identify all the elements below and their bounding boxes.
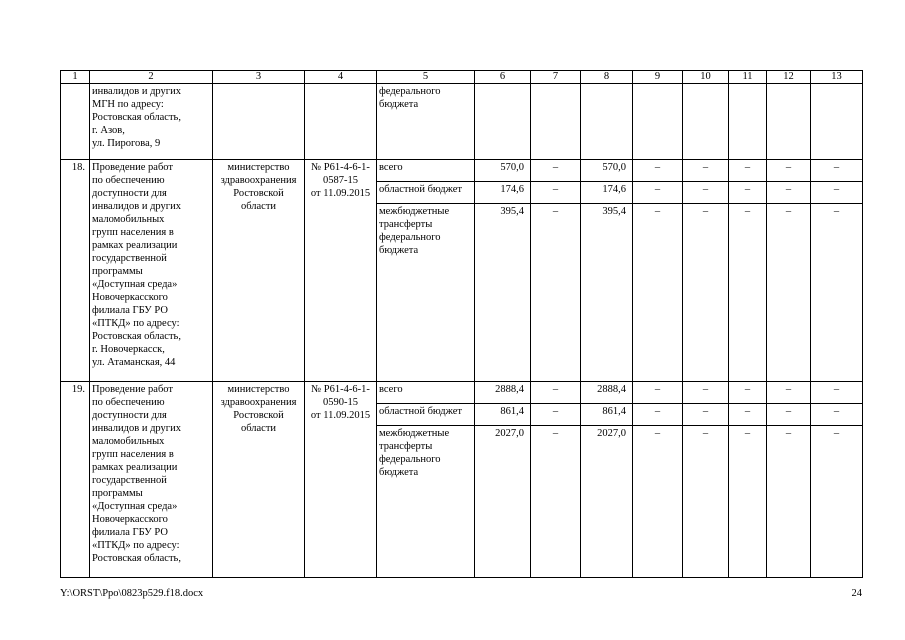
row-number: 18. — [61, 160, 90, 382]
column-header: 2 — [90, 71, 213, 84]
value-cell: – — [531, 382, 581, 404]
value-cell: – — [767, 204, 811, 382]
value-cell: – — [531, 182, 581, 204]
value-cell: – — [633, 426, 683, 578]
contract-cell — [305, 84, 377, 160]
value-cell: – — [811, 182, 863, 204]
value-total: 570,0 — [475, 160, 531, 182]
value-cell: – — [729, 404, 767, 426]
row-number: 19. — [61, 382, 90, 578]
value-cell: – — [633, 160, 683, 182]
column-header: 11 — [729, 71, 767, 84]
funding-source-cell: федерального бюджета — [377, 84, 475, 160]
column-number-row — [61, 71, 863, 84]
value-cell: – — [633, 204, 683, 382]
column-header: 1 — [61, 71, 90, 84]
value-cell: – — [811, 160, 863, 182]
column-header: 8 — [581, 71, 633, 84]
description-cell: инвалидов и других МГН по адресу: Ростовская область, г. Азов, ул. Пирогова, 9 — [90, 84, 213, 160]
value-cell: – — [683, 382, 729, 404]
value-cell: – — [729, 426, 767, 578]
page-number: 24 — [851, 588, 862, 599]
column-header: 6 — [475, 71, 531, 84]
value-cell — [633, 84, 683, 160]
value-cell: 2888,4 — [581, 382, 633, 404]
value-cell: – — [633, 404, 683, 426]
ministry-cell: министерство здравоохранения Ростовской области — [213, 160, 305, 382]
value-cell: – — [683, 404, 729, 426]
value-cell: – — [531, 426, 581, 578]
column-header: 4 — [305, 71, 377, 84]
value-cell: – — [729, 382, 767, 404]
ministry-cell: министерство здравоохранения Ростовской области — [213, 382, 305, 578]
value-cell: – — [729, 182, 767, 204]
continuation-row — [61, 84, 863, 160]
row-number-cell — [61, 84, 90, 160]
description-cell: Проведение работ по обеспечению доступности для инвалидов и других маломобильных групп населения в рамках реализации государственной программы «Доступная среда» Новочеркасского филиала ГБУ РО «ПТКД» по адресу: Ростовская область, г. Новочеркасск, ул. Атаманская, 44 — [90, 160, 213, 382]
value-cell: – — [531, 160, 581, 182]
funding-source: областной бюджет — [377, 182, 475, 204]
value-cell: – — [683, 426, 729, 578]
funding-source: областной бюджет — [377, 404, 475, 426]
value-cell: 395,4 — [475, 204, 531, 382]
funding-source: всего — [377, 160, 475, 182]
column-header: 7 — [531, 71, 581, 84]
value-total: 2888,4 — [475, 382, 531, 404]
column-header: 10 — [683, 71, 729, 84]
value-cell — [531, 84, 581, 160]
value-cell — [475, 84, 531, 160]
value-cell: 2027,0 — [475, 426, 531, 578]
value-cell: – — [683, 204, 729, 382]
value-cell — [767, 84, 811, 160]
value-cell: – — [767, 160, 811, 182]
value-cell: – — [811, 382, 863, 404]
funding-source: межбюджетные трансферты федерального бюджета — [377, 426, 475, 578]
value-cell: – — [729, 160, 767, 182]
column-header: 12 — [767, 71, 811, 84]
value-cell: 174,6 — [475, 182, 531, 204]
value-cell: – — [811, 404, 863, 426]
value-cell: – — [683, 160, 729, 182]
value-cell — [811, 84, 863, 160]
file-path: Y:\ORST\Ppo\0823p529.f18.docx — [60, 588, 204, 599]
description-cell: Проведение работ по обеспечению доступности для инвалидов и других маломобильных групп населения в рамках реализации государственной программы «Доступная среда» Новочеркасского филиала ГБУ РО «ПТКД» по адресу: Ростовская область, — [90, 382, 213, 578]
value-cell: 2027,0 — [581, 426, 633, 578]
value-cell: – — [729, 204, 767, 382]
budget-table — [60, 70, 863, 578]
funding-source: всего — [377, 382, 475, 404]
table-row — [61, 160, 863, 182]
column-header: 9 — [633, 71, 683, 84]
column-header: 5 — [377, 71, 475, 84]
value-cell — [581, 84, 633, 160]
value-cell: – — [767, 426, 811, 578]
column-header: 13 — [811, 71, 863, 84]
value-cell: – — [683, 182, 729, 204]
value-cell: 395,4 — [581, 204, 633, 382]
table-row — [61, 382, 863, 404]
value-cell: – — [633, 382, 683, 404]
value-cell — [729, 84, 767, 160]
value-cell — [683, 84, 729, 160]
contract-cell: № Р61-4-6-1- 0587-15 от 11.09.2015 — [305, 160, 377, 382]
value-cell: 861,4 — [475, 404, 531, 426]
value-cell: 861,4 — [581, 404, 633, 426]
value-cell: – — [811, 204, 863, 382]
contract-cell: № Р61-4-6-1- 0590-15 от 11.09.2015 — [305, 382, 377, 578]
value-cell: 174,6 — [581, 182, 633, 204]
value-cell: – — [767, 404, 811, 426]
ministry-cell — [213, 84, 305, 160]
value-cell: – — [531, 204, 581, 382]
value-cell: – — [767, 182, 811, 204]
value-cell: – — [767, 382, 811, 404]
value-cell: – — [811, 426, 863, 578]
value-cell: – — [633, 182, 683, 204]
value-cell: – — [531, 404, 581, 426]
column-header: 3 — [213, 71, 305, 84]
value-cell: 570,0 — [581, 160, 633, 182]
funding-source: межбюджетные трансферты федерального бюджета — [377, 204, 475, 382]
